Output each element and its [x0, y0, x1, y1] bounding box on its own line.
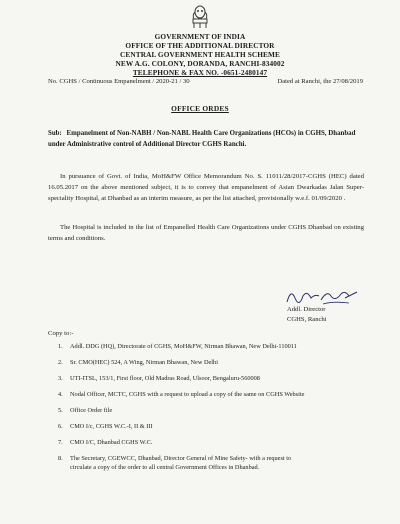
- list-item: 5. Office Order file: [58, 407, 113, 414]
- reference-number: No. CGHS / Continuous Empanelment / 2020-21 / 30: [48, 78, 190, 85]
- header-address: NEW A.G. COLONY, DORANDA, RANCHI-834002: [115, 59, 285, 68]
- reference-line: [48, 78, 363, 85]
- copy-to-label: Copy to:-: [48, 330, 74, 337]
- national-emblem-icon: [188, 3, 212, 31]
- paragraph-1: In pursuance of Govt. of India, MoH&FW Office Memorandum No. S. 11011/28/2017-CGHS (HEC) dated 16.05.2017 on the above mentioned subject, it is to convey that empanelment of Asian Dwarkadas Jalan Super-speciality Hospital, at Dhanbad as an interim measure, as per the list attached, provisionally w.e.f. 01/09/2020 .: [48, 173, 364, 203]
- subject-text: Empanelment of Non-NABH / Non-NABL Health Care Organizations (HCOs) in CGHS, Dhanbad under Administrative control of Additional Director CGHS Ranchi.: [48, 130, 356, 148]
- list-item: 8. The Secretary, CGEWCC, Dhanbad, Director General of Mine Safety- with a request to circulate a copy of the order to all central Government Offices in Dhanbad.: [58, 455, 292, 471]
- list-item: 6. CMO I/c, CGHS W.C.-I, II & III: [58, 423, 153, 430]
- list-item: 1. Addl. DDG (HQ), Directorate of CGHS, MoH&FW, Nirman Bhawan, New Delhi-110011: [58, 343, 297, 350]
- subject: [48, 129, 364, 150]
- signatory-office: CGHS, Ranchi: [287, 316, 327, 323]
- header-scheme: CENTRAL GOVERNMENT HEALTH SCHEME: [120, 50, 280, 59]
- list-item: 7. CMO I/C, Dhanbad CGHS W.C.: [58, 439, 153, 446]
- signatory-designation: Addl. Director: [287, 306, 326, 313]
- header-telephone: TELEPHONE & FAX NO. -0651-2480147: [132, 68, 268, 77]
- reference-date: Dated at Ranchi, the 27/08/2019: [277, 78, 363, 85]
- list-item: 3. UTI-ITSL, 153/1, First floor, Old Madras Road, Ulsoor, Bengaluru-560008: [58, 375, 260, 382]
- subject-label: Sub:: [48, 130, 62, 137]
- list-item: 4. Nodal Officer, MCTC, CGHS with a request to upload a copy of the same on CGHS Website: [58, 391, 305, 398]
- document-title: OFFICE ORDES: [171, 104, 229, 113]
- handwritten-signature: [283, 284, 363, 308]
- list-item: 2. Sr. CMO(HEC) 524, A Wing, Nirman Bhawan, New Delhi: [58, 359, 218, 366]
- header-office: OFFICE OF THE ADDITIONAL DIRECTOR: [125, 41, 275, 50]
- paragraph-2: The Hospital is included in the list of Empanelled Health Care Organizations under CGHS Dhanbad on existing terms and conditions.: [48, 224, 364, 243]
- header-government: GOVERNMENT OF INDIA: [154, 32, 246, 41]
